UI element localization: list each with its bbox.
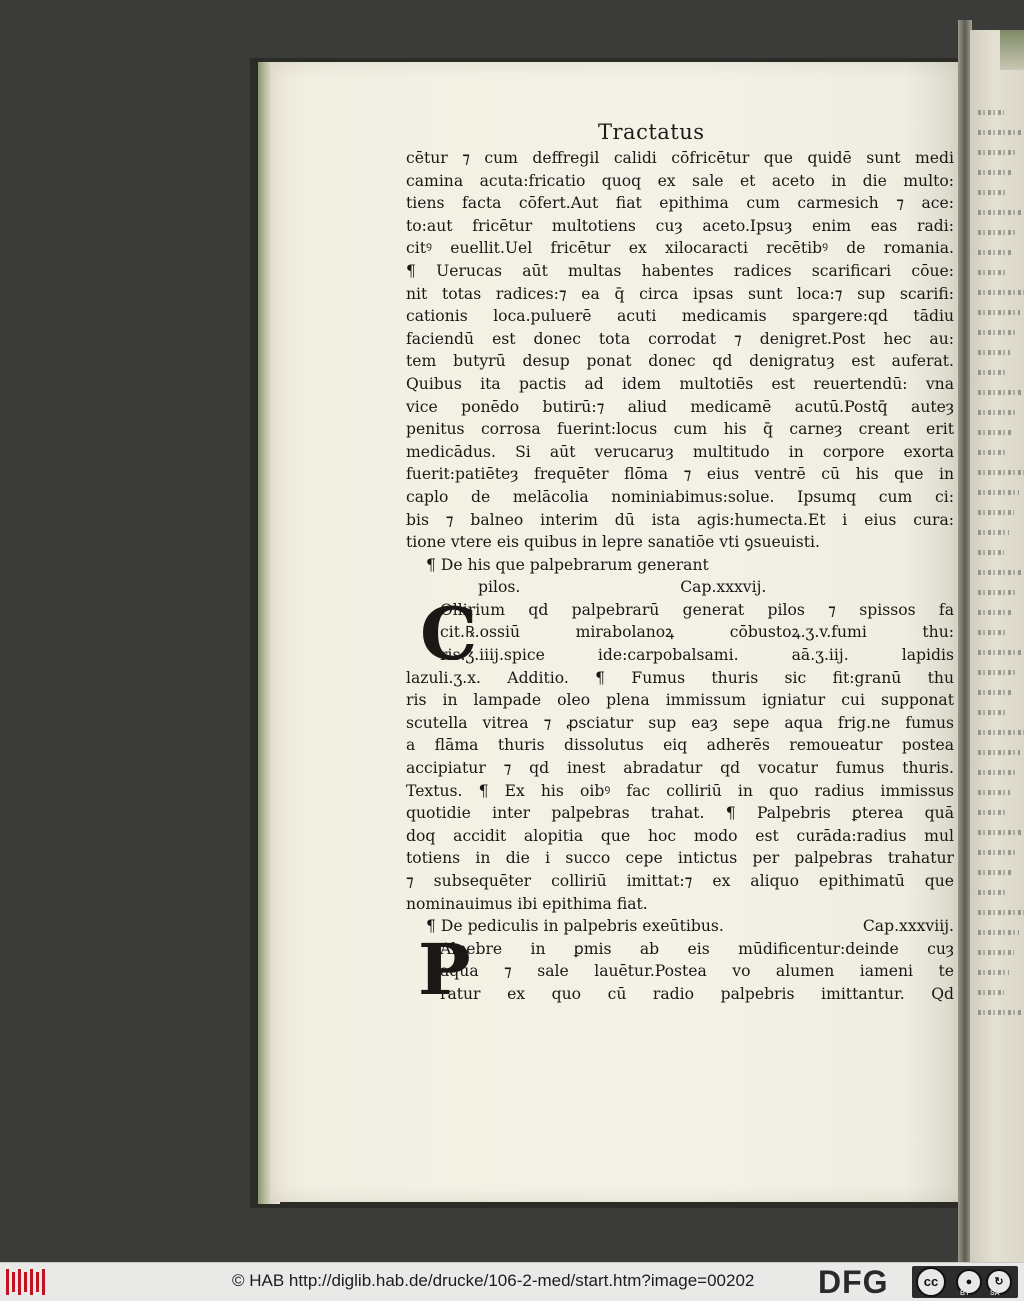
facing-page-bleed [978,930,1019,935]
text-line: citꝰ euellit.Uel fricētur ex xilocaracti recētibꝰ de romania. [406,239,954,258]
facing-page-bleed [978,250,1013,255]
cc-license-badge[interactable] [912,1266,1018,1298]
facing-page-bleed [978,950,1014,955]
text-line: tiens facta cōfert.Aut fiat epithima cum carmesich ⁊ ace: [406,194,954,213]
drop-initial: P [418,928,471,1011]
facing-page-bleed [978,270,1008,275]
text-block [406,147,954,1011]
dropcap-paragraph [406,938,954,1006]
text-line: nit totas radices:⁊ ea q̄ circa ipsas sunt loca:⁊ sup scarifi: [406,284,954,303]
copyright-link[interactable]: © HAB http://diglib.hab.de/drucke/106-2-med/start.htm?image=00202 [232,1271,755,1290]
text-line: quotidie inter palpebras trahat. ¶ Palpebris ꝑterea quā [406,804,954,823]
hab-logo-bar [6,1269,9,1295]
facing-page-bleed [978,170,1011,175]
footer-bar [0,1262,1024,1301]
cc-icon: cc [916,1267,946,1297]
page-edge-stain [1000,30,1024,70]
text-line: cationis loca.puluerē acuti medicamis spargere:qd tādiu [406,307,954,326]
text-line: accipiatur ⁊ qd inest abradatur qd vocatur fumus thuris. [406,759,954,778]
text-line: aqua ⁊ sale lauētur.Postea vo alumen iameni te [440,962,954,981]
text-line: fuerit:patiēteȝ frequēter flōma ⁊ eius ventrē cū his que in [406,465,954,484]
chapter-heading [406,554,954,577]
chapter-number: Cap.xxxvij. [680,578,767,597]
facing-page-bleed [978,990,1004,995]
dfg-logo[interactable]: DFG [818,1264,889,1300]
facing-page-bleed [978,410,1017,415]
chapter-heading-word: pilos. [478,578,521,597]
hab-logo-bar [36,1272,39,1292]
paragraph-main [406,147,954,554]
facing-page-bleed [978,970,1009,975]
text-line: penitus corrosa fuerint:locus cum his q̄ carneȝ creant erit [406,420,954,439]
facing-page-bleed [978,310,1020,315]
facing-page-bleed [978,1010,1021,1015]
facing-page-bleed [978,130,1021,135]
text-line: Alpebre in ꝑmis ab eis mūdificentur:deinde cuȝ [440,939,954,958]
hab-logo-bar [24,1272,27,1292]
facing-page-bleed [978,570,1021,575]
attribution-icon: ● [956,1269,982,1295]
facing-page-bleed [978,330,1015,335]
text-line: ris.ʒ.iiij.spice ide:carpobalsami. aā.ʒ.iij. lapidis [440,646,954,665]
facing-page-bleed [978,450,1007,455]
text-line: doq accidit alopitia que hoc modo est curāda:radius mul [406,826,954,845]
text-line: ¶ Uerucas aūt multas habentes radices scarificari cōue: [406,261,954,280]
facing-page-bleed [978,150,1016,155]
facing-page-bleed [978,590,1016,595]
text-line: ratur ex quo cū radio palpebris imittantur. Qd [440,984,954,1003]
hab-logo-bar [30,1269,33,1295]
facing-page-bleed [978,230,1018,235]
drop-initial: C [420,591,478,676]
text-line: to:aut fricētur multotiens cuȝ aceto.Ipsuȝ enim eas radi: [406,216,954,235]
facing-page-bleed [978,370,1005,375]
running-head: Tractatus [598,120,705,144]
facing-page-bleed [978,490,1019,495]
facing-page-bleed [978,810,1005,815]
facing-page-bleed [978,430,1012,435]
text-line: Ollirium qd palpebrarū generat pilos ⁊ spissos fa [440,600,954,619]
facing-page-bleed [978,550,1004,555]
facing-page-bleed [978,670,1018,675]
facing-page-bleed [978,510,1014,515]
text-line: Textus. ¶ Ex his oibꝰ fac colliriū in quo radius immissus [406,781,954,800]
facing-page-bleed [978,610,1011,615]
facing-page-bleed [978,770,1015,775]
facing-page-bleed [978,210,1023,215]
text-line: camina acuta:fricatio quoq ex sale et aceto in die multo: [406,171,954,190]
facing-page-bleed [978,650,1023,655]
text-line: bis ⁊ balneo interim dū ista agis:humecta.Et i eius cura: [406,510,954,529]
text-line: scutella vitrea ⁊ ꝓsciatur sup eaȝ sepe aqua frig.ne fumus [406,713,954,732]
facing-page-bleed [978,470,1024,475]
chapter-heading-text: ¶ De pediculis in palpebris exeūtibus. [426,917,724,936]
facing-page-bleed [978,910,1024,915]
text-line: Quibus ita pactis ad idem multotiēs est reuertendū: vna [406,374,954,393]
text-line: tem butyrū desup ponat donec qd denigratuȝ est auferat. [406,352,954,371]
text-line: tione vtere eis quibus in lepre sanatiōe vti ꝯsueuisti. [406,533,820,552]
chapter-heading [406,915,954,938]
facing-page-bleed [978,530,1009,535]
facing-page-bleed [978,190,1006,195]
facing-page-bleed [978,890,1007,895]
text-line: cētur ⁊ cum deffregil calidi cōfricētur que quidē sunt medi [406,149,954,167]
text-line: caplo de melācolia nominiabimus:solue. Ipsumq cum ci: [406,487,954,506]
text-line: lazuli.ʒ.x. Additio. ¶ Fumus thuris sic fit:granū thu [406,668,954,687]
chapter-number: Cap.xxxviij. [862,917,954,936]
text-line: cit.℞.ossiū mirabolanoꝝ cōbustoꝝ.ʒ.v.fumi thu: [440,623,954,642]
facing-page-bleed [978,390,1022,395]
cc-by-label: BY [960,1290,970,1297]
hab-logo-icon[interactable] [6,1269,48,1295]
chapter-heading-line2 [406,576,954,599]
text-line: nominauimus ibi epithima fiat. [406,894,648,913]
text-line: totiens in die i succo cepe intictus per palpebras trahatur [406,849,954,868]
dropcap-paragraph [406,599,954,667]
share-alike-icon: ↻ [986,1269,1012,1295]
hab-logo-bar [18,1269,21,1295]
facing-page-edge [970,30,1024,1262]
facing-page-bleed [978,830,1022,835]
text-line: ⁊ subsequēter colliriū imittat:⁊ ex aliquo epithimatū que [406,872,954,890]
facing-page-bleed [978,750,1020,755]
facing-page-bleed [978,850,1017,855]
text-line: faciendū est donec tota corrodat ⁊ denigret.Post hec au: [406,329,954,348]
facing-page-bleed [978,870,1012,875]
facing-page-bleed [978,790,1010,795]
facing-page-bleed [978,630,1006,635]
facing-page-bleed [978,730,1024,735]
paragraph-continued [406,667,954,916]
text-line: ris in lampade oleo plena immissum igniatur cui supponat [406,691,954,710]
text-line: a flāma thuris dissolutus eiq adherēs remoueatur postea [406,736,954,755]
hab-logo-bar [42,1269,45,1295]
text-line: vice ponēdo butirū:⁊ aliud medicamē acutū.Postq̄ auteȝ [406,397,954,416]
facing-page-bleed [978,290,1024,295]
cc-sa-label: SA [990,1290,1000,1297]
facing-page-bleed [978,710,1008,715]
facing-page-bleed [978,690,1013,695]
facing-page-bleed [978,110,1004,115]
hab-logo-bar [12,1272,15,1292]
facing-page-bleed [978,350,1010,355]
chapter-heading-text: ¶ De his que palpebrarum generant [426,555,709,574]
text-line: medicādus. Si aūt verucaruȝ multitudo in corpore exorta [406,442,954,461]
